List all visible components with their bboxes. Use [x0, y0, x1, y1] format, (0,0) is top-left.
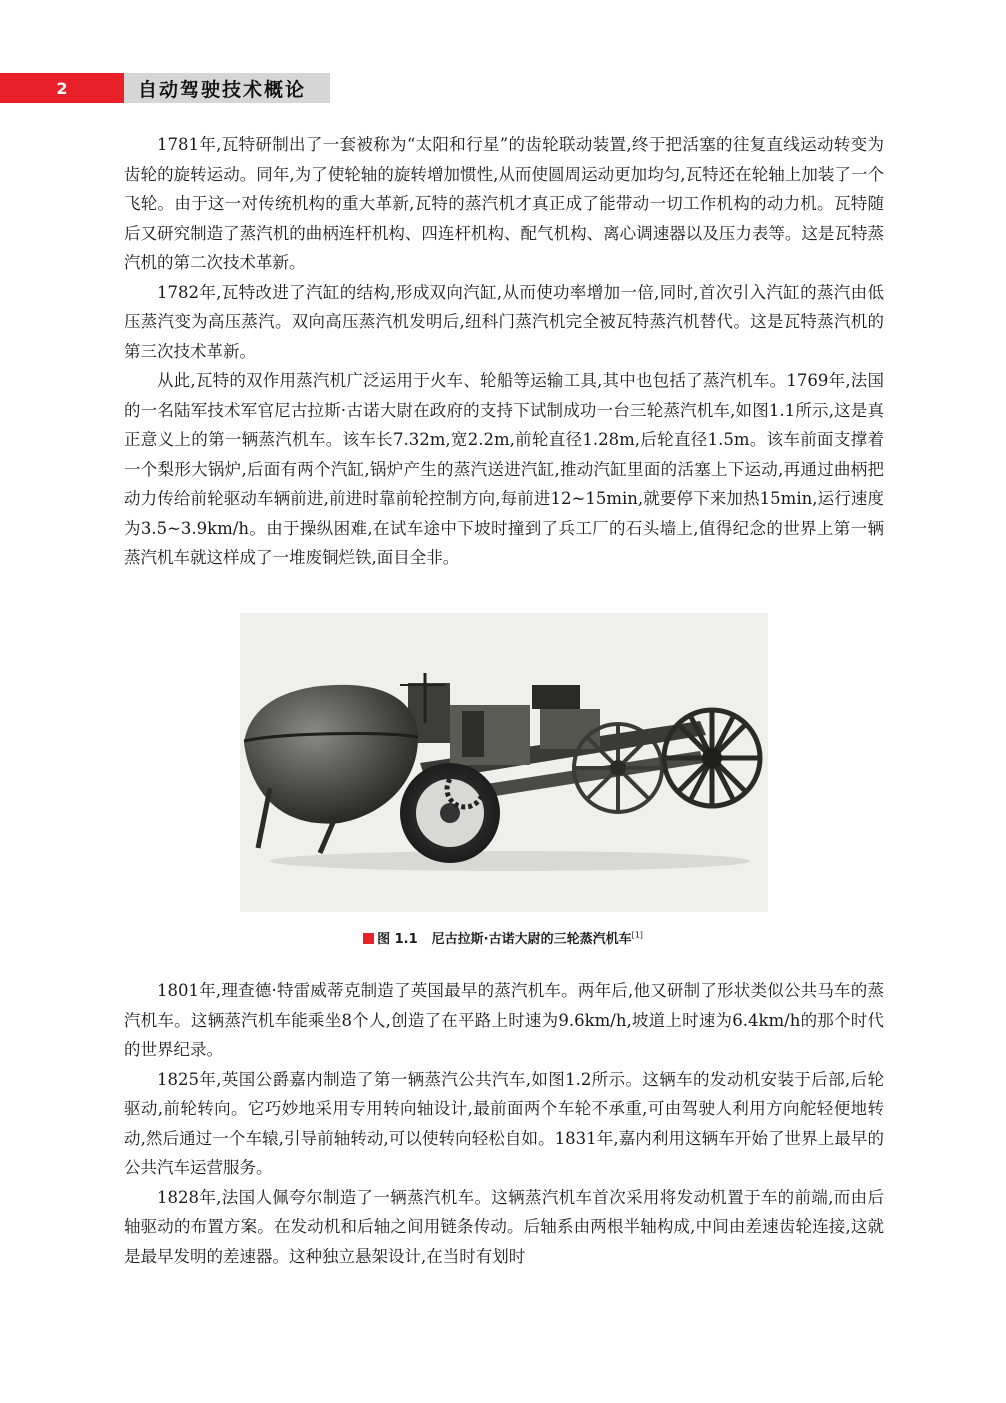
- paragraph: 从此,瓦特的双作用蒸汽机广泛运用于火车、轮船等运输工具,其中也包括了蒸汽机车。1769年,法国的一名陆军技术军官尼古拉斯·古诺大尉在政府的支持下试制成功一台三轮蒸汽机车,如图1.1所示,这是真正意义上的第一辆蒸汽机车。该车长7.32m,宽2.2m,前轮直径1.28m,后轮直径1.5m。该车前面支撑着一个梨形大锅炉,后面有两个汽缸,锅炉产生的蒸汽送进汽缸,推动汽缸里面的活塞上下运动,再通过曲柄把动力传给前轮驱动车辆前进,前进时靠前轮控制方向,每前进12~15min,就要停下来加热15min,运行速度为3.5~3.9km/h。由于操纵困难,在试车途中下坡时撞到了兵工厂的石头墙上,值得纪念的世界上第一辆蒸汽机车就这样成了一堆废铜烂铁,面目全非。: [124, 371, 884, 567]
- paragraph: 1828年,法国人佩夸尔制造了一辆蒸汽机车。这辆蒸汽机车首次采用将发动机置于车的前端,而由后轴驱动的布置方案。在发动机和后轴之间用链条传动。后轴系由两根半轴构成,中间由差速齿轮连接,这就是最早发明的差速器。这种独立悬架设计,在当时有划时: [124, 1187, 884, 1266]
- body-text-top: [124, 130, 884, 573]
- body-text-bottom: [124, 976, 884, 1271]
- paragraph: 1801年,理查德·特雷威蒂克制造了英国最早的蒸汽机车。两年后,他又研制了形状类似公共马车的蒸汽机车。这辆蒸汽机车能乘坐8个人,创造了在平路上时速为9.6km/h,坡道上时速为6.4km/h的那个时代的世界纪录。: [124, 981, 884, 1059]
- running-header: [0, 73, 330, 103]
- caption-marker-icon: [363, 933, 374, 944]
- book-title: 自动驾驶技术概论: [124, 73, 330, 103]
- paragraph: 1825年,英国公爵嘉内制造了第一辆蒸汽公共汽车,如图1.2所示。这辆车的发动机安装于后部,后轮驱动,前轮转向。它巧妙地采用专用转向轴设计,最前面两个车轮不承重,可由驾驶人利用方向舵轻便地转动,然后通过一个车辕,引导前轴转动,可以使转向轻松自如。1831年,嘉内利用这辆车开始了世界上最早的公共汽车运营服务。: [124, 1069, 884, 1177]
- steam-carriage-photo: [240, 613, 768, 912]
- paragraph: 1781年,瓦特研制出了一套被称为“太阳和行星”的齿轮联动装置,终于把活塞的往复直线运动转变为齿轮的旋转运动。同年,为了使轮轴的旋转增加惯性,从而使圆周运动更加均匀,瓦特还在轮轴上加装了一个飞轮。由于这一对传统机构的重大革新,瓦特的蒸汽机才真正成了能带动一切工作机构的动力机。瓦特随后又研究制造了蒸汽机的曲柄连杆机构、四连杆机构、配气机构、离心调速器以及压力表等。这是瓦特蒸汽机的第二次技术革新。: [124, 135, 884, 272]
- figure-reference: [1]: [631, 930, 643, 940]
- figure-title: 尼古拉斯·古诺大尉的三轮蒸汽机车: [431, 932, 632, 947]
- steam-carriage-illustration: [240, 613, 768, 912]
- figure-number: 图 1.1: [377, 932, 418, 947]
- figure-caption: [0, 928, 1006, 947]
- page-number: 2: [0, 73, 124, 103]
- paragraph: 1782年,瓦特改进了汽缸的结构,形成双向汽缸,从而使功率增加一倍,同时,首次引入汽缸的蒸汽由低压蒸汽变为高压蒸汽。双向高压蒸汽机发明后,纽科门蒸汽机完全被瓦特蒸汽机替代。这是瓦特蒸汽机的第三次技术革新。: [124, 282, 884, 361]
